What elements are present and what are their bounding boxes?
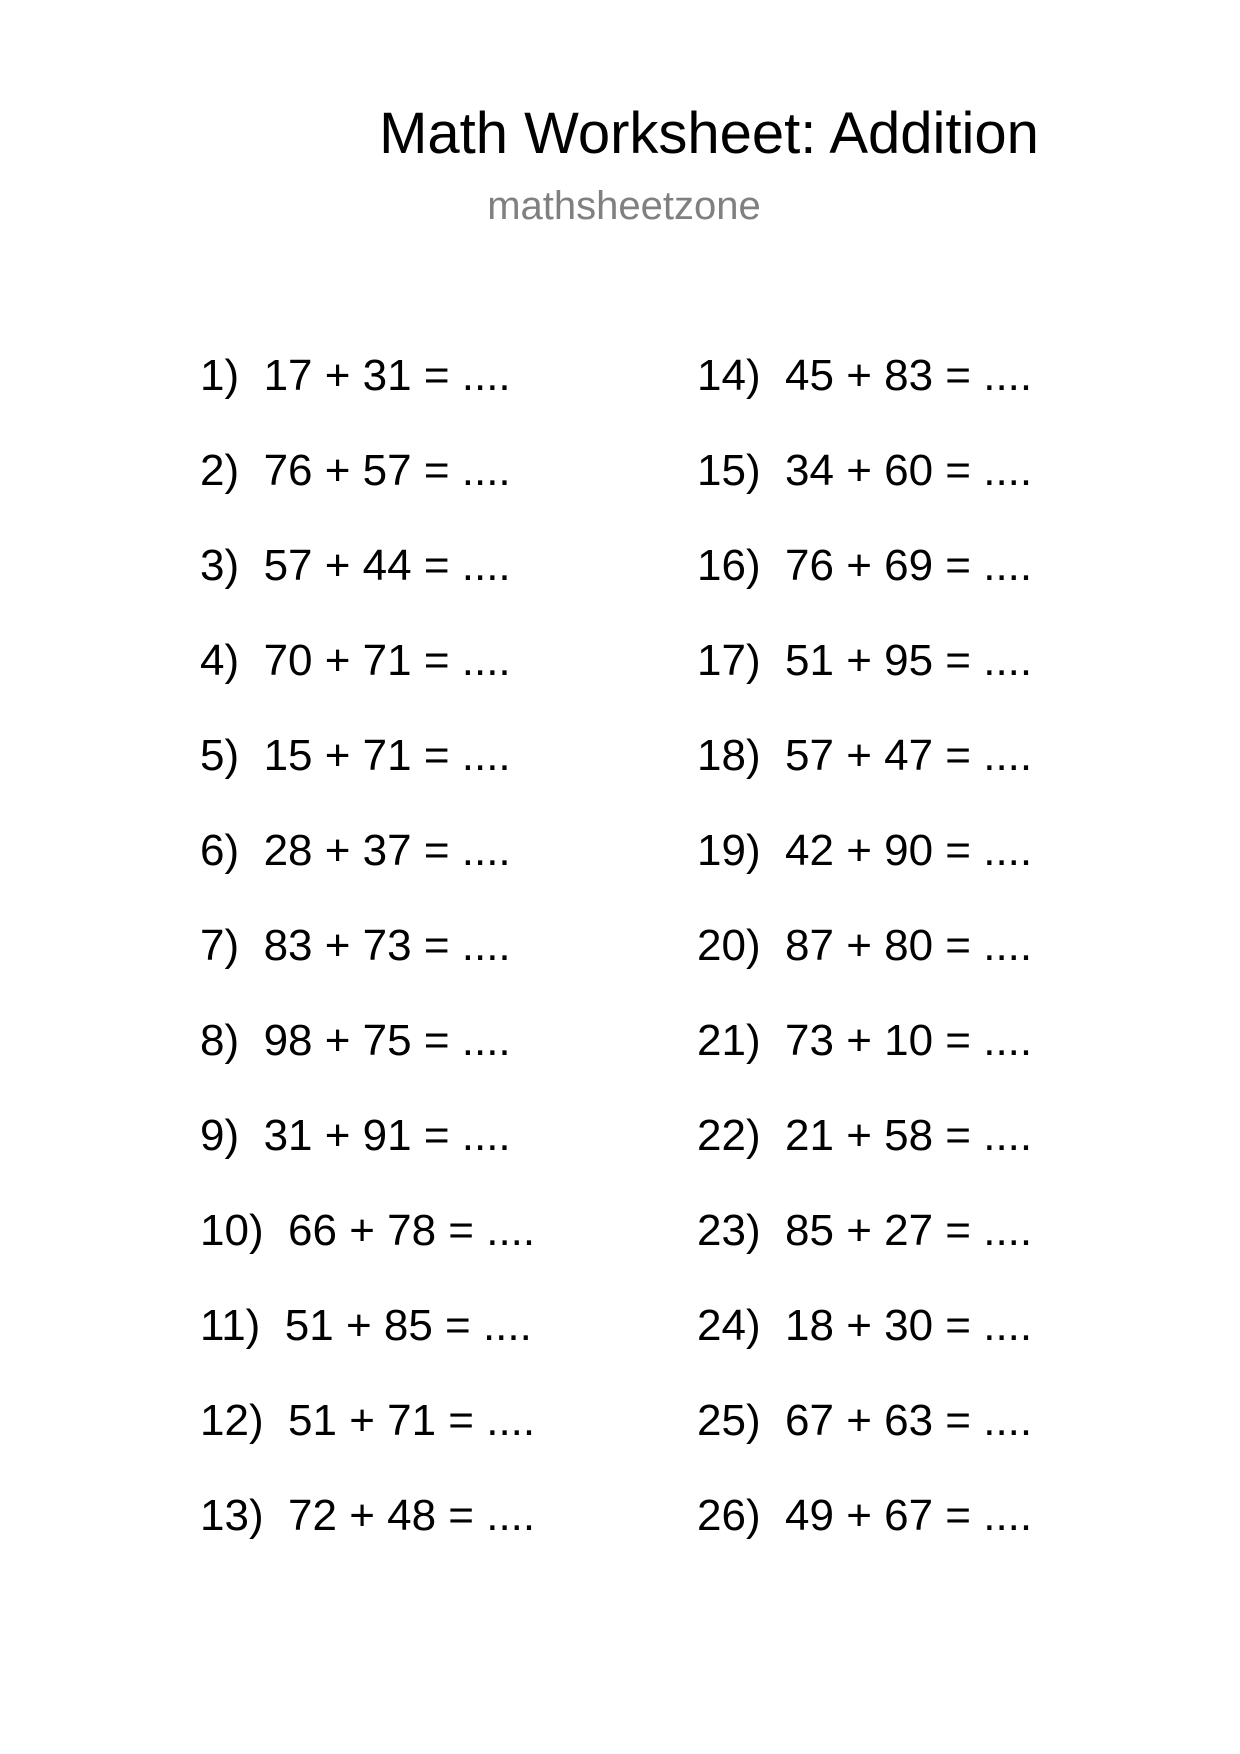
problem-item: 14) 45 + 83 = .... <box>697 351 1033 400</box>
worksheet-source: mathsheetzone <box>487 184 761 228</box>
problem-item: 5) 15 + 71 = .... <box>200 731 511 780</box>
problem-item: 17) 51 + 95 = .... <box>697 636 1033 685</box>
problem-item: 7) 83 + 73 = .... <box>200 921 511 970</box>
problem-item: 24) 18 + 30 = .... <box>697 1301 1033 1350</box>
problem-item: 22) 21 + 58 = .... <box>697 1111 1033 1160</box>
problem-item: 19) 42 + 90 = .... <box>697 826 1033 875</box>
problem-item: 1) 17 + 31 = .... <box>200 351 511 400</box>
problem-item: 9) 31 + 91 = .... <box>200 1111 511 1160</box>
problem-item: 16) 76 + 69 = .... <box>697 541 1033 590</box>
problem-item: 20) 87 + 80 = .... <box>697 921 1033 970</box>
problem-item: 21) 73 + 10 = .... <box>697 1016 1033 1065</box>
problem-list-left <box>200 346 535 1581</box>
problem-item: 3) 57 + 44 = .... <box>200 541 511 590</box>
problem-item: 25) 67 + 63 = .... <box>697 1396 1033 1445</box>
problem-item: 12) 51 + 71 = .... <box>200 1396 536 1445</box>
problem-item: 23) 85 + 27 = .... <box>697 1206 1033 1255</box>
problem-item: 15) 34 + 60 = .... <box>697 446 1033 495</box>
problem-item: 2) 76 + 57 = .... <box>200 446 511 495</box>
problem-item: 18) 57 + 47 = .... <box>697 731 1033 780</box>
worksheet-title: Math Worksheet: Addition <box>379 101 1039 166</box>
problem-list-right <box>697 346 1032 1581</box>
problem-item: 13) 72 + 48 = .... <box>200 1491 536 1540</box>
problem-item: 26) 49 + 67 = .... <box>697 1491 1033 1540</box>
problem-item: 4) 70 + 71 = .... <box>200 636 511 685</box>
problem-item: 11) 51 + 85 = .... <box>200 1301 532 1350</box>
problem-item: 6) 28 + 37 = .... <box>200 826 511 875</box>
problem-item: 8) 98 + 75 = .... <box>200 1016 511 1065</box>
problem-item: 10) 66 + 78 = .... <box>200 1206 536 1255</box>
